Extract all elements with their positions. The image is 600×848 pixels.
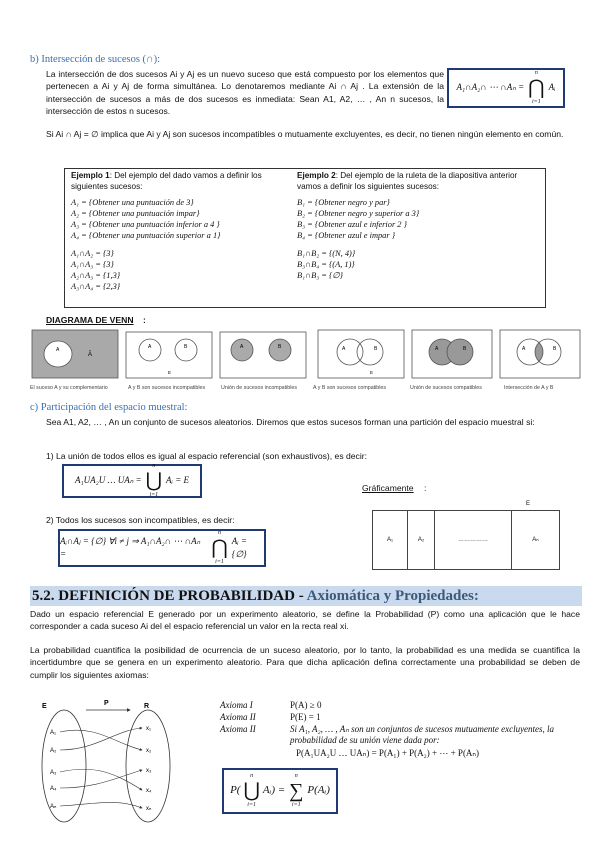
venn-label-b: B	[463, 346, 467, 352]
graphically-colon: :	[424, 483, 427, 493]
venn-label-e: E	[370, 370, 374, 375]
example-1-desc: : Del ejemplo del dado vamos a definir los siguientes sucesos:	[71, 171, 262, 191]
partition-e-label: E	[526, 501, 531, 507]
map-right-item: x₁	[146, 726, 152, 732]
section-title: 5.2. DEFINICIÓN DE PROBABILIDAD -	[32, 588, 307, 604]
partition-cell: A₂	[408, 511, 435, 569]
map-left-item: Aₙ	[50, 804, 57, 810]
example-1-title: Ejemplo 1	[71, 171, 110, 180]
example-2-result: B₁∩B₃ = {∅}	[297, 270, 343, 280]
partition-cond-2: 2) Todos los sucesos son incompatibles, es decir:	[46, 515, 235, 525]
venn-intersection	[500, 330, 580, 378]
venn-caption: A y B son sucesos incompatibles	[128, 385, 206, 391]
final-formula	[222, 768, 338, 814]
map-left-item: A₂	[50, 748, 57, 754]
formula-bottom: i=1	[149, 492, 159, 498]
venn-label-a: A	[522, 346, 526, 352]
big-cup-operator	[144, 462, 164, 499]
probability-definition: Dado un espacio referencial E generado por un experimento aleatorio, se define la Probabilidad (P) como una aplicación que le hace corresponder a cada suceso Ai del el espacio referencial un valor en la recta real xi.	[30, 609, 580, 632]
formula-top: n	[250, 773, 254, 780]
venn-caption: Intersección de A y B	[504, 385, 554, 391]
example-2-result: B₃∩B₄ = {(A, 1)}	[297, 259, 355, 269]
venn-label-e: E	[168, 370, 172, 375]
graphically-label	[362, 482, 414, 494]
cap-symbol: ⋂	[528, 77, 545, 99]
union-formula	[62, 464, 202, 498]
venn-label-a: A	[342, 346, 346, 352]
example-2-desc: : Del ejemplo de la ruleta de la diapositiva anterior vamos a definir los siguientes sucesos:	[297, 171, 518, 191]
example-1-def: A₂ = {Obtener una puntuación impar}	[71, 209, 200, 219]
venn-label-b: B	[184, 344, 188, 350]
axiom-1-text: P(A) ≥ 0	[290, 700, 322, 710]
final-term: P(Aᵢ)	[307, 784, 330, 797]
cup-symbol: ⋃	[145, 470, 163, 492]
map-r-label: R	[144, 703, 150, 710]
venn-label-abar: Ā	[88, 352, 93, 358]
axiom-1-label: Axioma I	[220, 700, 253, 710]
venn-title	[46, 314, 134, 326]
venn-union-compatible	[412, 330, 492, 378]
formula-bottom: i=1	[247, 802, 257, 808]
sum-symbol: ∑	[289, 780, 304, 802]
map-right-item: x₄	[146, 788, 152, 794]
map-left-item: A₄	[50, 786, 57, 792]
partition-graphic	[372, 510, 560, 570]
map-right-item: x₃	[146, 768, 152, 774]
formula-lhs: A₁∩A₂∩ ⋯ ∩Aₙ =	[456, 82, 525, 93]
example-2-result: B₁∩B₂ = {(N, 4)}	[297, 249, 356, 258]
incompatible-paragraph: Si Ai ∩ Aj = ∅ implica que Ai y Aj son sucesos incompatibles o mutuamente excluyentes, es decir, no tienen ningún elemento en común.	[46, 129, 564, 139]
map-right-item: xₙ	[146, 806, 152, 812]
intersection-paragraph: La intersección de dos sucesos Ai y Aj es un nuevo suceso que está compuesto por los elementos que pertenecen a Ai y Aj de forma simultánea. Lo denotaremos mediante Ai ∩ Aj . La extensión de la intersección de sucesos a más de dos sucesos es inmediata: Sean A1, A2, … , An n sucesos, la intersección de estos n sucesos.	[46, 69, 444, 117]
section-subtitle: Axiomática y Propiedades:	[306, 588, 479, 604]
example-1-heading	[71, 171, 291, 192]
big-cup-operator	[241, 772, 261, 809]
big-cap-operator	[526, 69, 546, 106]
example-1-def: A₁ = {Obtener una puntuación de 3}	[71, 198, 194, 208]
venn-label-b: B	[374, 346, 378, 352]
mapping-diagram	[36, 694, 180, 836]
example-1-def: A₄ = {Obtener una puntuación superior a 1}	[71, 231, 221, 241]
formula-bottom: i=1	[215, 559, 224, 565]
map-p-label: P	[104, 700, 109, 707]
map-right-item: x₂	[146, 748, 152, 754]
axiom-3-formula: P(A₁UA₂U … UAₙ) = P(A₁) + P(A₂) + ⋯ + P(Aₙ)	[296, 748, 480, 758]
formula-top: n	[218, 530, 222, 537]
partition-cell: Aₙ	[532, 536, 539, 543]
example-1-result: A₂∩A₃ = {1,3}	[71, 270, 121, 280]
example-1-result: A₁∩A₂ = {3}	[71, 249, 114, 258]
incompatible-formula-rhs: Aᵢ = {∅}	[231, 535, 247, 559]
axiom-3-label: Axioma II	[220, 724, 256, 734]
venn-label-a: A	[148, 344, 152, 350]
union-formula-lhs: A₁UA₂U … UAₙ =	[74, 475, 142, 486]
section-header	[30, 586, 582, 606]
example-2-def: B₁ = {Obtener negro y par}	[297, 198, 390, 208]
intersection-formula	[447, 68, 565, 108]
venn-compatible	[318, 330, 404, 378]
example-2	[297, 171, 541, 282]
venn-caption: A y B son sucesos compatibles	[313, 385, 387, 391]
venn-caption: El suceso A y su complementario	[30, 385, 108, 391]
big-cap-operator	[209, 529, 229, 566]
example-1-def: A₃ = {Obtener una puntuación inferior a 4 }	[71, 220, 220, 230]
venn-label-a: A	[240, 344, 244, 350]
map-left-item: A₁	[50, 730, 57, 736]
venn-caption: Unión de sucesos compatibles	[410, 385, 482, 391]
example-2-def: B₄ = {Obtener azul e impar }	[297, 231, 396, 241]
formula-top: n	[152, 463, 156, 470]
incompatible-formula	[58, 529, 266, 567]
partition-cond-1: 1) La unión de todos ellos es igual al espacio referencial (son exhaustivos), es decir:	[46, 451, 368, 461]
example-2-heading	[297, 171, 541, 192]
partition-cell: A₁	[373, 511, 408, 569]
example-1-result: A₃∩A₄ = {2,3}	[71, 281, 121, 291]
map-e-label: E	[42, 703, 47, 710]
cap-symbol: ⋂	[211, 537, 228, 559]
example-2-def: B₂ = {Obtener negro y superior a 3}	[297, 209, 420, 219]
venn-diagrams	[30, 328, 582, 388]
example-1-result: A₁∩A₃ = {3}	[71, 259, 114, 269]
example-2-title: Ejemplo 2	[297, 171, 336, 180]
sum-operator	[287, 772, 305, 809]
venn-caption: Unión de sucesos incompatibles	[221, 385, 297, 391]
union-formula-rhs: Aᵢ = E	[166, 475, 190, 486]
intersection-heading: b) Intersección de sucesos (∩):	[30, 54, 161, 65]
venn-colon: :	[143, 315, 146, 325]
formula-bottom: i=1	[291, 802, 301, 808]
cup-symbol: ⋃	[243, 780, 260, 802]
partition-intro: Sea A1, A2, … , An un conjunto de sucesos aleatorios. Diremos que estos sucesos forman una partición del espacio muestral si:	[46, 417, 535, 427]
venn-complement	[32, 330, 118, 378]
map-left-item: A₃	[50, 770, 57, 776]
partition-cell: ……………	[435, 511, 512, 569]
graphically-text: Gráficamente	[362, 483, 414, 493]
examples-box	[64, 168, 546, 308]
final-mid: Aᵢ) =	[262, 784, 286, 797]
formula-top: n	[294, 773, 298, 780]
venn-label-a: A	[435, 346, 439, 352]
venn-label-a: A	[56, 347, 60, 353]
partition-heading: c) Participación del espacio muestral:	[30, 402, 188, 413]
example-2-def: B₃ = {Obtener azul e inferior 2 }	[297, 220, 407, 230]
probability-axioms-intro: La probabilidad cuantifica la posibilidad de ocurrencia de un suceso aleatorio, por lo tanto, la probabilidad es una medida se cuantifica la incertidumbre que se genera en un experimento aleatorio. Para que dicha aplicación defina correctamente una probabilidad se deben de cumplir los siguientes axiomas:	[30, 645, 580, 680]
formula-term: Aᵢ	[548, 82, 556, 93]
venn-title-text: DIAGRAMA DE VENN	[46, 315, 134, 325]
incompatible-formula-lhs: Aᵢ∩Aⱼ = {∅} ∀i ≠ j ⇒ A₁∩A₂∩ ⋯ ∩Aₙ =	[60, 535, 201, 559]
axiom-2-text: P(E) = 1	[290, 712, 321, 722]
final-lhs: P(	[230, 784, 241, 797]
formula-bottom: i=1	[532, 99, 541, 105]
venn-union-incompatible	[220, 332, 306, 378]
axiom-3-text: Si A₁, A₂, … , Aₙ son un conjuntos de sucesos mutuamente excluyentes, la probabilidad de su unión viene dada por:	[290, 724, 555, 745]
axiom-2-label: Axioma II	[220, 712, 256, 722]
formula-top: n	[534, 70, 538, 77]
example-1	[71, 171, 291, 293]
venn-incompatible	[126, 332, 212, 378]
venn-label-b: B	[553, 346, 557, 352]
venn-label-b: B	[278, 344, 282, 350]
